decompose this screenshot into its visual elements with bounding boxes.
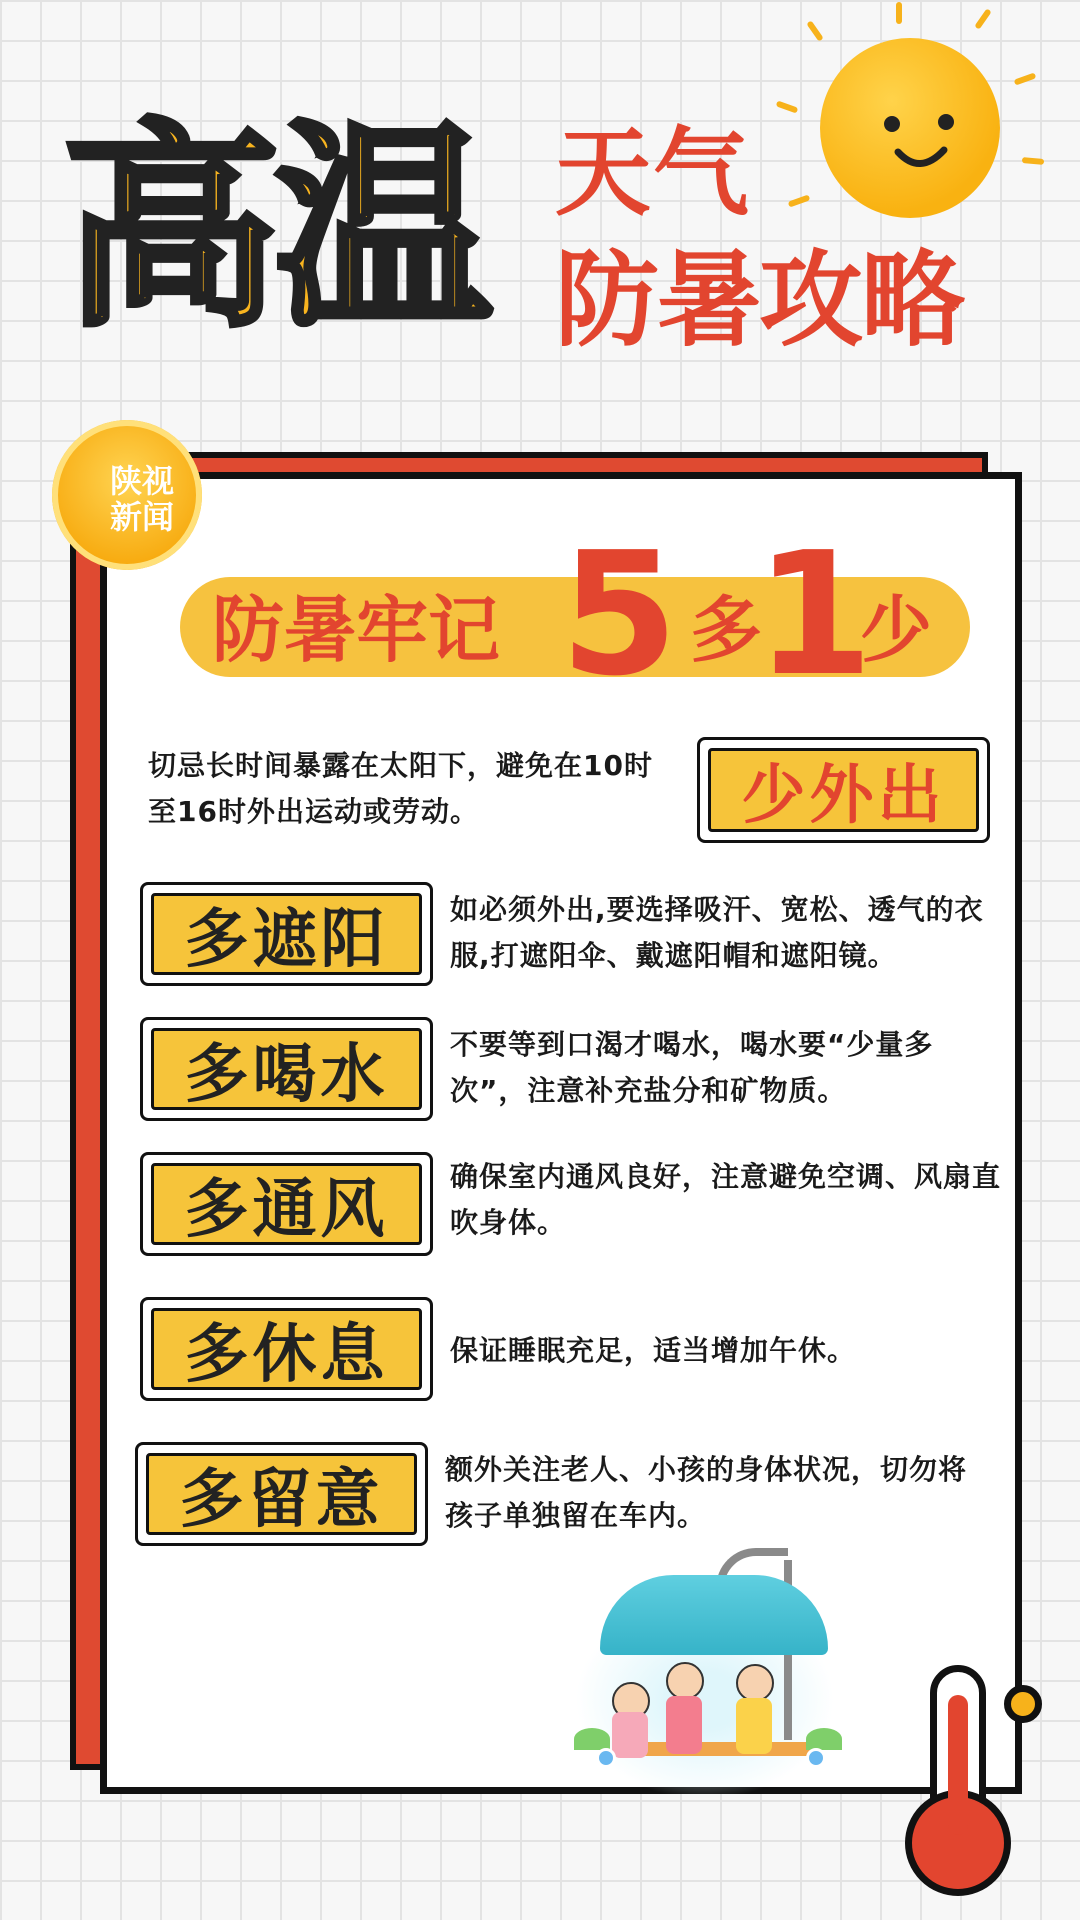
tip-label: 多休息 [151,1308,422,1390]
title-line2: 防暑攻略 [555,239,964,361]
title-line1: 天气 [555,117,751,229]
tip-label-box [140,1152,433,1256]
bush [574,1728,610,1750]
banner-word-few: 少 [860,588,933,672]
tip-label-box [140,882,433,986]
kid-body [736,1698,772,1754]
tip-label-box [135,1442,428,1546]
tip-label: 多通风 [151,1163,422,1245]
bench [620,1742,810,1756]
tip-label: 少外出 [708,748,979,832]
kid-body [612,1712,648,1758]
logo-text: 陕视 新闻 [109,462,174,536]
tip-text: 额外关注老人、小孩的身体状况，切勿将孩子单独留在车内。 [445,1453,968,1532]
umbrella-illustration [600,1575,828,1655]
sun-ray [788,194,811,207]
tip-label: 多遮阳 [151,893,422,975]
tip-text: 不要等到口渴才喝水，喝水要“少量多次”，注意补充盐分和矿物质。 [450,1028,934,1107]
sun-ray [1014,72,1037,85]
tip-label-box [140,1297,433,1401]
banner-number-few: 1 [755,516,874,714]
flower [596,1748,616,1768]
sun-ray [896,2,902,24]
tip-text: 如必须外出,要选择吸汗、宽松、透气的衣服,打遮阳伞、戴遮阳帽和遮阳镜。 [450,893,984,972]
thermometer-fill [948,1695,968,1835]
tip-text: 保证睡眠充足，适当增加午休。 [450,1334,857,1367]
sun-ray [974,8,992,29]
sun-ray [806,20,824,41]
banner-number-many: 5 [560,516,679,714]
kid-head [666,1662,704,1700]
tip-label: 多留意 [146,1453,417,1535]
tip-text: 切忌长时间暴露在太阳下，避免在10时至16时外出运动或劳动。 [148,749,653,828]
sun-icon [820,38,1000,218]
banner-prefix: 防暑牢记 [212,588,501,672]
bush [806,1728,842,1750]
title-big: 高温 [62,103,486,356]
sun-ray [1022,157,1044,165]
gear-icon [1004,1685,1042,1723]
sun-ray [776,100,799,113]
kid-head [736,1664,774,1702]
tip-label: 多喝水 [151,1028,422,1110]
kid-body [666,1696,702,1754]
tip-text: 确保室内通风良好，注意避免空调、风扇直吹身体。 [450,1160,1002,1239]
tip-label-box [697,737,990,843]
banner-word-many: 多 [690,588,763,672]
tip-label-box [140,1017,433,1121]
flower [806,1748,826,1768]
